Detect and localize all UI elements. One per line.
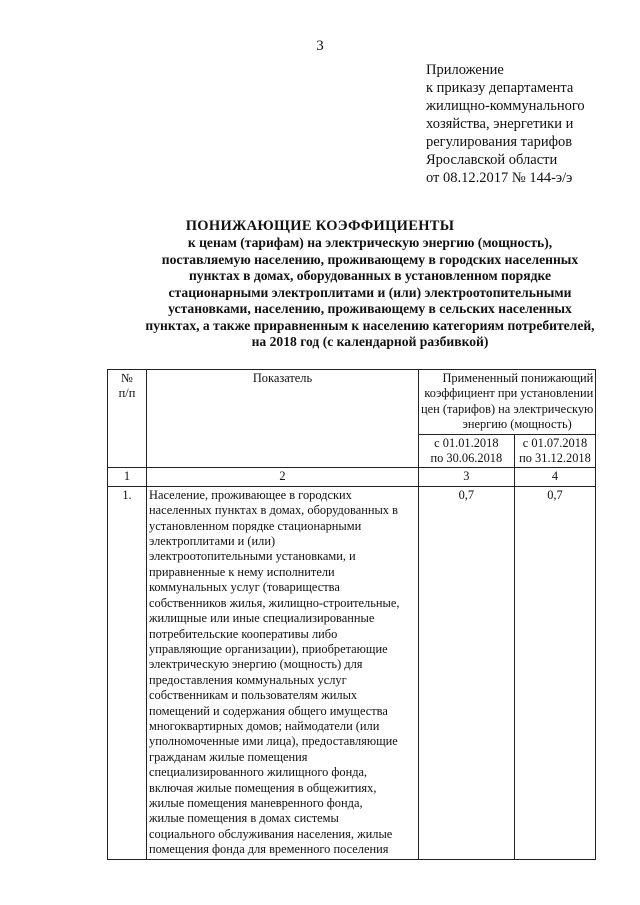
description-line: помещений и содержания общего имущества	[149, 703, 388, 718]
table-header-row	[108, 370, 596, 435]
page-number: 3	[316, 38, 324, 54]
header-indicator: Показатель	[147, 370, 419, 468]
description-line: жилищные или иные специализированные	[149, 611, 375, 626]
description-line: многоквартирных домов; наймодатели (или	[149, 718, 380, 733]
column-number: 4	[514, 468, 596, 486]
document-title: ПОНИЖАЮЩИЕ КОЭФФИЦИЕНТЫ	[185, 218, 455, 234]
description-line: социального обслуживания населения, жилые	[149, 826, 393, 841]
header-coefficient-line: энергию (мощность)	[462, 417, 572, 432]
description-line: специализированного жилищного фонда,	[149, 765, 368, 780]
header-number-line: №	[121, 371, 133, 385]
subtitle-line: к ценам (тарифам) на электрическую энергию (мощность),	[187, 235, 553, 250]
description-line: жилые помещения в домах системы	[149, 811, 339, 826]
row-number: 1.	[108, 486, 147, 859]
appendix-line: Ярославской области	[426, 152, 558, 168]
description-line: Население, проживающее в городских	[149, 487, 352, 502]
header-period-2	[514, 434, 596, 468]
column-number-row	[108, 468, 596, 486]
subtitle-line: установками, населению, проживающему в сельских населенных	[168, 301, 572, 316]
description-line: приравненные к нему исполнители	[149, 564, 335, 579]
description-line: гражданам жилые помещения	[149, 749, 308, 764]
header-number	[108, 370, 147, 468]
coefficients-table	[107, 369, 596, 860]
appendix-line: Приложение	[426, 62, 504, 78]
appendix-line: к приказу департамента	[426, 80, 574, 96]
header-coefficient-line: Примененный понижающий	[442, 371, 594, 385]
description-line: коммунальных услуг (товарищества	[149, 580, 340, 595]
description-line: электроотопительными установками, и	[149, 549, 356, 564]
header-period-1	[419, 434, 515, 468]
description-line: уполномоченные ими лица), предоставляющие	[149, 734, 398, 749]
column-number: 3	[419, 468, 515, 486]
description-line: населенных пунктах в домах, оборудованных в	[149, 503, 398, 518]
description-line: электроплитами и (или)	[149, 534, 276, 549]
description-line: предоставления коммунальных услуг	[149, 672, 347, 687]
description-line: собственникам и пользователям жилых	[149, 688, 358, 703]
column-number: 2	[147, 468, 419, 486]
header-period-line: по 30.06.2018	[430, 451, 503, 466]
subtitle-line: пунктах, а также приравненным к населению категориям потребителей,	[145, 317, 595, 333]
header-period-line: по 31.12.2018	[519, 451, 591, 466]
subtitle-line: поставляемую населению, проживающему в городских населенных	[161, 251, 579, 267]
subtitle-line: на 2018 год (с календарной разбивкой)	[251, 334, 489, 349]
appendix-line: регулирования тарифов	[426, 134, 573, 150]
appendix-line: от 08.12.2017 № 144-э/э	[426, 170, 573, 186]
column-number: 1	[108, 468, 147, 486]
row-description	[147, 486, 419, 859]
description-line: установленном порядке стационарными	[149, 518, 362, 533]
header-period-line: с 01.01.2018	[434, 435, 499, 450]
appendix-block	[426, 61, 636, 187]
header-coefficient-line: цен (тарифов) на электрическую	[421, 401, 594, 416]
appendix-line: хозяйства, энергетики и	[426, 116, 574, 132]
header-coefficient-line: коэффициент при установлении	[424, 386, 594, 401]
subtitle-line: пунктах в домах, оборудованных в установленном порядке	[188, 268, 552, 283]
description-line: жилые помещения маневренного фонда,	[149, 795, 363, 810]
coefficient-value-period-2: 0,7	[514, 486, 596, 859]
description-line: электрическую энергию (мощность) для	[149, 657, 363, 672]
description-line: собственников жилья, жилищно-строительные,	[149, 595, 400, 610]
header-number-line: п/п	[118, 386, 136, 401]
document-subtitle	[110, 235, 630, 351]
description-line: помещения фонда для временного поселения	[149, 842, 389, 857]
header-period-line: с 01.07.2018	[522, 435, 588, 450]
coefficient-value-period-1: 0,7	[419, 486, 515, 859]
table-row	[108, 486, 596, 859]
subtitle-line: стационарными электроплитами и (или) электроотопительными	[168, 284, 572, 300]
description-line: управляющие организации), приобретающие	[149, 641, 388, 656]
appendix-line: жилищно-коммунального	[426, 98, 585, 114]
header-coefficient	[419, 370, 596, 435]
description-line: потребительские кооперативы либо	[149, 626, 338, 641]
description-line: включая жилые помещения в общежитиях,	[149, 780, 377, 795]
